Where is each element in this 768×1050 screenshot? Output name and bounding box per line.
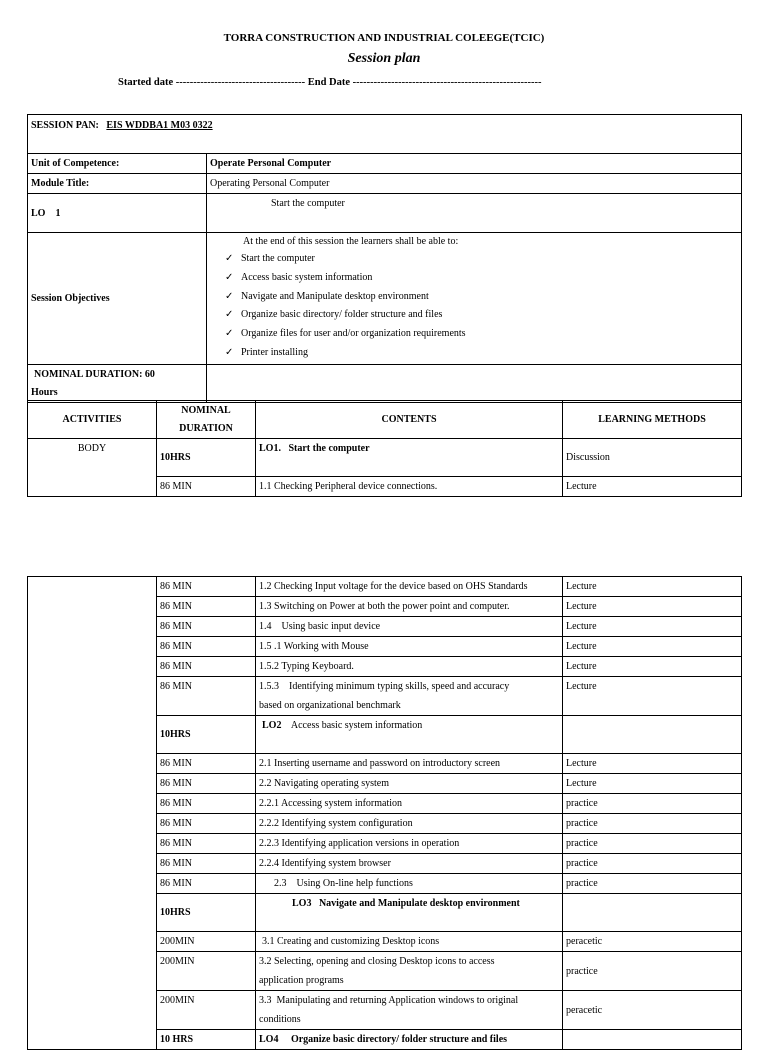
row-duration: 86 MIN [157,794,256,814]
objective-item: ✓ Organize files for user and/or organization requirements [225,325,738,344]
row-method: peracetic [563,932,742,952]
objective-item: ✓ Organize basic directory/ folder structure and files [225,306,738,325]
checkmark-icon: ✓ [225,328,234,340]
row-duration: 86 MIN [157,637,256,657]
row-duration: 86 MIN [157,577,256,597]
row-method: practice [563,814,742,834]
lo2-duration: 10HRS [157,716,256,754]
header-nominal-duration: NOMINAL DURATION [157,401,256,439]
row-method: practice [563,854,742,874]
row-content: 3.2 Selecting, opening and closing Desktop icons to access application programs [256,952,563,991]
row-duration: 86 MIN [157,677,256,716]
objective-item: ✓ Printer installing [225,344,738,363]
row-content: 2.3 Using On-line help functions [256,874,563,894]
college-name: TORRA CONSTRUCTION AND INDUSTRIAL COLEEGE(TCIC) [223,32,545,44]
lo4-title: LO4 Organize basic directory/ folder structure and files [256,1030,563,1050]
lo2-title: LO2 Access basic system information [256,716,563,754]
row-method: practice [563,834,742,854]
activities-table-continued [27,576,742,1050]
objectives-intro: At the end of this session the learners shall be able to: [243,236,459,247]
checkmark-icon: ✓ [225,346,234,358]
header-activities: ACTIVITIES [28,401,157,439]
session-info-table [27,114,742,403]
lo1-method: Discussion [563,439,742,477]
session-pan-code: EIS WDDBA1 M03 0322 [106,120,213,131]
row-duration: 86 MIN [157,477,256,497]
row-duration: 86 MIN [157,657,256,677]
lo4-duration: 10 HRS [157,1030,256,1050]
row-content: 1.2 Checking Input voltage for the device based on OHS Standards [256,577,563,597]
row-method: Lecture [563,597,742,617]
row-duration: 86 MIN [157,854,256,874]
row-content: 1.5.3 Identifying minimum typing skills, speed and accuracy based on organizational benchmark [256,677,563,716]
objectives-list [225,250,738,363]
row-method [563,894,742,932]
lo-value-cell [207,194,742,233]
row-method: Lecture [563,657,742,677]
row-content: 2.2.1 Accessing system information [256,794,563,814]
objective-item: ✓ Access basic system information [225,269,738,288]
row-method [563,716,742,754]
row-method: Lecture [563,617,742,637]
session-objectives-label: Session Objectives [28,233,207,365]
row-content: 2.2.2 Identifying system configuration [256,814,563,834]
lo-value: Start the computer [271,198,345,209]
session-pan-cell [28,115,742,154]
row-duration: 200MIN [157,991,256,1030]
row-method: peracetic [563,991,742,1030]
module-title-value: Operating Personal Computer [207,174,742,194]
checkmark-icon: ✓ [225,271,234,283]
activities-column [28,577,157,1050]
row-duration: 200MIN [157,952,256,991]
module-title-label: Module Title: [28,174,207,194]
row-content: 2.2.3 Identifying application versions in operation [256,834,563,854]
row-method: practice [563,794,742,814]
row-method: Lecture [563,774,742,794]
row-duration: 86 MIN [157,834,256,854]
date-line: Started date ------------------------------------- End Date ------------------------------------------------------ [118,77,542,88]
uoc-value: Operate Personal Computer [207,154,742,174]
lo-label: LO 1 [28,194,207,233]
row-content: 2.1 Inserting username and password on introductory screen [256,754,563,774]
row-method: Lecture [563,477,742,497]
lo3-title: LO3 Navigate and Manipulate desktop environment [256,894,563,932]
activities-table [27,400,742,497]
row-content: 2.2 Navigating operating system [256,774,563,794]
row-method [563,1030,742,1050]
header-contents: CONTENTS [256,401,563,439]
row-content: 2.2.4 Identifying system browser [256,854,563,874]
checkmark-icon: ✓ [225,253,234,264]
row-method: Lecture [563,637,742,657]
row-content: 1.5 .1 Working with Mouse [256,637,563,657]
row-duration: 200MIN [157,932,256,952]
lo3-duration: 10HRS [157,894,256,932]
row-duration: 86 MIN [157,774,256,794]
row-duration: 86 MIN [157,617,256,637]
row-method: Lecture [563,677,742,716]
row-content: 1.5.2 Typing Keyboard. [256,657,563,677]
row-method: Lecture [563,577,742,597]
row-content: 1.1 Checking Peripheral device connections. [256,477,563,497]
nominal-duration-value [207,365,742,403]
row-duration: 86 MIN [157,597,256,617]
row-content: 3.1 Creating and customizing Desktop icons [256,932,563,952]
row-content: 1.3 Switching on Power at both the power point and computer. [256,597,563,617]
checkmark-icon: ✓ [225,309,234,321]
session-pan-label: SESSION PAN: [31,120,99,131]
row-method: practice [563,874,742,894]
row-duration: 86 MIN [157,754,256,774]
row-duration: 86 MIN [157,874,256,894]
row-method: Lecture [563,754,742,774]
row-content: 3.3 Manipulating and returning Application windows to original conditions [256,991,563,1030]
objective-item: ✓ Start the computer [225,250,738,269]
body-label: BODY [28,439,157,497]
header-learning-methods: LEARNING METHODS [563,401,742,439]
lo1-duration: 10HRS [157,439,256,477]
document-title: Session plan [347,51,421,66]
nominal-duration-label: NOMINAL DURATION: 60 Hours [28,365,207,403]
checkmark-icon: ✓ [225,290,234,302]
row-method: practice [563,952,742,991]
uoc-label: Unit of Competence: [28,154,207,174]
session-objectives-cell [207,233,742,365]
row-content: 1.4 Using basic input device [256,617,563,637]
row-duration: 86 MIN [157,814,256,834]
lo1-title: LO1. Start the computer [256,439,563,477]
objective-item: ✓ Navigate and Manipulate desktop environment [225,288,738,307]
